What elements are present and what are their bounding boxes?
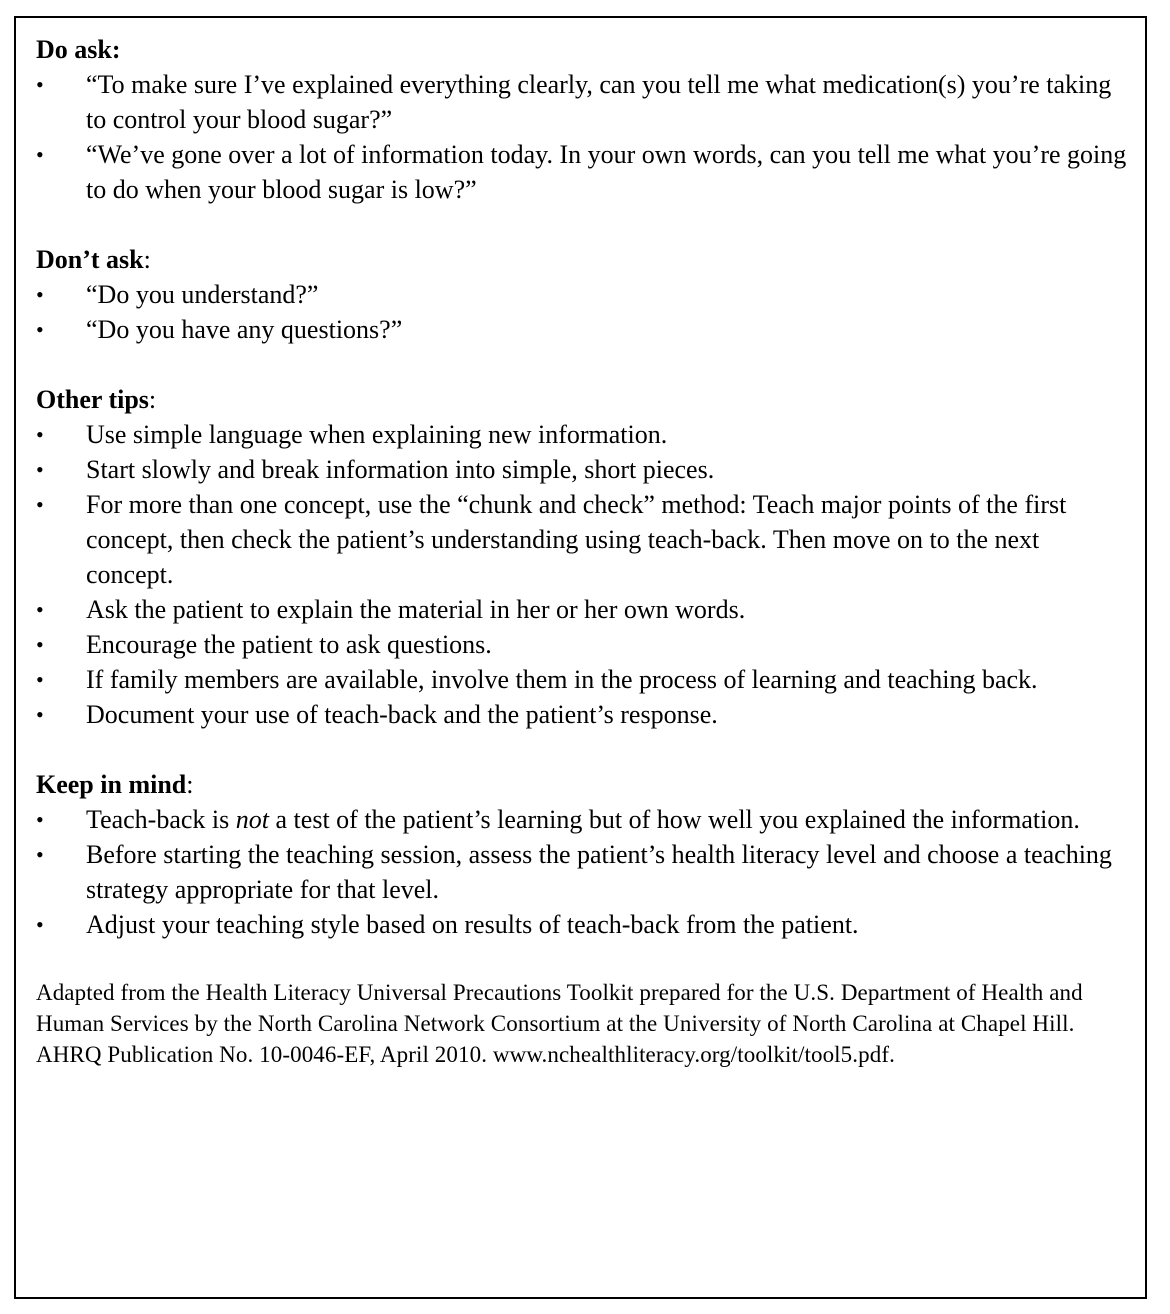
bullet-icon: •	[36, 702, 44, 727]
list-item: • Ask the patient to explain the material in her or her own words.	[36, 592, 1131, 627]
bullet-list	[36, 802, 1131, 942]
list-item: • Encourage the patient to ask questions.	[36, 627, 1131, 662]
list-item: • Teach-back is not a test of the patient’s learning but of how well you explained the information.	[36, 802, 1131, 837]
list-item: • Start slowly and break information into simple, short pieces.	[36, 452, 1131, 487]
list-item: • “Do you have any questions?”	[36, 312, 1131, 347]
section-do-ask	[36, 32, 1131, 207]
bullet-icon: •	[36, 142, 44, 167]
section-dont-ask	[36, 242, 1131, 347]
source-citation: Adapted from the Health Literacy Universal Precautions Toolkit prepared for the U.S. Department of Health and Human Services by the North Carolina Network Consortium at the University of North Carolina at Chapel Hill. AHRQ Publication No. 10-0046-EF, April 2010. www.nchealthliteracy.org/toolkit/tool5.pdf.	[36, 980, 1083, 1067]
list-item: • If family members are available, involve them in the process of learning and teaching back.	[36, 662, 1131, 697]
bullet-icon: •	[36, 842, 44, 867]
tips-box	[14, 16, 1147, 1299]
tips-content	[36, 32, 1131, 1093]
list-item: • Document your use of teach-back and the patient’s response.	[36, 697, 1131, 732]
bullet-icon: •	[36, 317, 44, 342]
bullet-icon: •	[36, 422, 44, 447]
list-item: • Adjust your teaching style based on results of teach-back from the patient.	[36, 907, 1131, 942]
bullet-icon: •	[36, 457, 44, 482]
section-keep-in-mind	[36, 767, 1131, 942]
list-item: • “We’ve gone over a lot of information today. In your own words, can you tell me what you’re going to do when your blood sugar is low?”	[36, 137, 1131, 207]
bullet-list	[36, 277, 1131, 347]
bullet-list	[36, 417, 1131, 732]
bullet-icon: •	[36, 807, 44, 832]
emphasis-text: not	[235, 805, 270, 834]
bullet-icon: •	[36, 492, 44, 517]
bullet-icon: •	[36, 912, 44, 937]
bullet-icon: •	[36, 282, 44, 307]
list-item: • Use simple language when explaining new information.	[36, 417, 1131, 452]
section-heading: Do ask:	[36, 35, 121, 64]
bullet-icon: •	[36, 667, 44, 692]
section-heading: Keep in mind:	[36, 770, 194, 799]
bullet-icon: •	[36, 597, 44, 622]
list-item: • “To make sure I’ve explained everything clearly, can you tell me what medication(s) you’re taking to control your blood sugar?”	[36, 67, 1131, 137]
list-item: • Before starting the teaching session, assess the patient’s health literacy level and choose a teaching strategy appropriate for that level.	[36, 837, 1131, 907]
list-item: • “Do you understand?”	[36, 277, 1131, 312]
section-heading: Don’t ask:	[36, 245, 151, 274]
bullet-icon: •	[36, 632, 44, 657]
section-heading: Other tips:	[36, 385, 157, 414]
bullet-icon: •	[36, 72, 44, 97]
section-other-tips	[36, 382, 1131, 732]
bullet-list	[36, 67, 1131, 207]
list-item: • For more than one concept, use the “chunk and check” method: Teach major points of the first concept, then check the patient’s understanding using teach-back. Then move on to the next concept.	[36, 487, 1131, 592]
